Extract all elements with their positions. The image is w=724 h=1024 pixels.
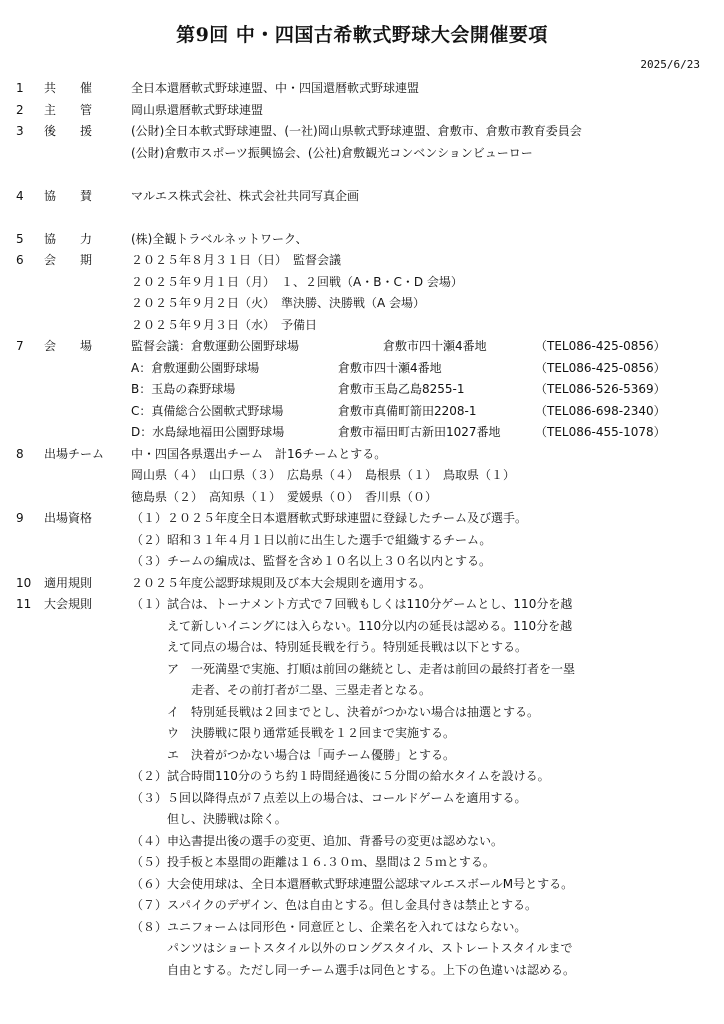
item-label: 会 期 (44, 253, 93, 267)
venue-phone: （TEL086-455-1078） (535, 425, 666, 439)
item-text-line: (公財)全日本軟式野球連盟、(一社)岡山県軟式野球連盟、倉敷市、倉敷市教育委員会 (131, 124, 582, 138)
item-label: 出場資格 (44, 511, 93, 525)
item-text-line: （８）ユニフォームは同形色・同意匠とし、企業名を入れてはならない。 (131, 919, 527, 934)
venue-phone: （TEL086-698-2340） (535, 403, 666, 418)
item-row-11 (0, 874, 724, 896)
venue-name: C：真備総合公園軟式野球場 (131, 403, 284, 418)
item-text-line: （１）２０２５年度全日本還暦軟式野球連盟に登録したチーム及び選手。 (131, 511, 528, 525)
item-text-line: えて同点の場合は、特別延長戦を行う。特別延長戦は以下とする。 (131, 640, 528, 654)
item-text-line: エ 決着がつかない場合は「両チーム優勝」とする。 (131, 747, 456, 762)
item-row-11 (0, 960, 724, 982)
item-row-11 (0, 831, 724, 853)
venue-address: 倉敷市真備町箭田2208-1 (338, 403, 477, 418)
item-text-line: パンツはショートスタイル以外のロングスタイル、ストレートスタイルまで (131, 941, 573, 955)
item-text-line: ウ 決勝戦に限り通常延長戦を１２回まで実施する。 (131, 726, 456, 740)
item-number: 5 (16, 231, 24, 246)
venue-phone: （TEL086-425-0856） (535, 360, 666, 375)
item-row-7 (0, 401, 724, 423)
item-row-11 (0, 659, 724, 681)
item-number: 8 (16, 446, 24, 461)
item-row-7 (0, 422, 724, 444)
venue-phone: （TEL086-526-5369） (535, 382, 666, 396)
item-row-11 (0, 809, 724, 831)
item-label: 後 援 (44, 124, 93, 138)
item-row-6 (0, 272, 724, 294)
item-number: 1 (16, 81, 24, 95)
item-text-line: 中・四国各県選出チーム 計16チームとする。 (131, 446, 387, 461)
item-text-line: 岡山県（４） 山口県（３） 広島県（４） 島根県（１） 鳥取県（１） (131, 468, 516, 482)
item-row-11 (0, 766, 724, 788)
item-text-line: ２０２５年９月１日（月） １、２回戦（A・B・C・D 会場） (131, 274, 463, 289)
item-text-line: イ 特別延長戦は２回までとし、決着がつかない場合は抽選とする。 (131, 704, 540, 719)
item-text-line: （２）昭和３１年４月１日以前に出生した選手で組織するチーム。 (131, 532, 492, 547)
item-text-line: 但し、決勝戦は除く。 (131, 812, 287, 826)
item-text-line: (株)全観トラベルネットワーク、 (131, 231, 308, 246)
item-label: 大会規則 (44, 597, 93, 611)
item-row-11 (0, 702, 724, 724)
item-text-line: （１）試合は、トーナメント方式で７回戦もしくは110分ゲームとし、110分を越 (131, 597, 573, 611)
item-label: 適用規則 (44, 575, 93, 590)
item-number: 6 (16, 253, 24, 267)
item-row-11 (0, 788, 724, 810)
item-label: 協 賛 (44, 188, 93, 203)
item-text-line: 徳島県（２） 高知県（１） 愛媛県（０） 香川県（０） (131, 489, 438, 504)
item-row-6 (0, 293, 724, 315)
item-text-line: （３）５回以降得点が７点差以上の場合は、コールドゲームを適用する。 (131, 790, 527, 805)
item-row-11 (0, 616, 724, 638)
venue-name: A：倉敷運動公園野球場 (131, 360, 260, 375)
item-row-5 (0, 229, 724, 251)
item-row-2 (0, 100, 724, 122)
item-text-line: ２０２５年９月２日（火） 準決勝、決勝戦（A 会場） (131, 296, 426, 310)
item-text-line: ２０２５年８月３１日（日） 監督会議 (131, 253, 342, 267)
item-row-6 (0, 315, 724, 337)
item-number: 7 (16, 339, 24, 353)
venue-address: 倉敷市四十瀬4番地 (338, 360, 442, 375)
item-row-11 (0, 680, 724, 702)
item-text-line: 岡山県還暦軟式野球連盟 (131, 102, 264, 117)
item-row-9 (0, 551, 724, 573)
item-text-line: （３）チームの編成は、監督を含め１０名以上３０名以内とする。 (131, 554, 492, 568)
item-row-9 (0, 508, 724, 530)
item-row-11 (0, 594, 724, 616)
item-text-line: （５）投手板と本塁間の距離は１６.３０ｍ、塁間は２５ｍとする。 (131, 855, 495, 869)
venue-address: 倉敷市玉島乙島8255-1 (338, 382, 465, 396)
item-text-line: （２）試合時間110分のうち約１時間経過後に５分間の給水タイムを設ける。 (131, 769, 550, 783)
venue-name: D：水島緑地福田公園野球場 (131, 425, 285, 439)
item-row-10 (0, 573, 724, 595)
venue-address: 倉敷市四十瀬4番地 (383, 339, 487, 353)
item-text-line: ア 一死満塁で実施、打順は前回の継続とし、走者は前回の最終打者を一塁 (131, 661, 576, 676)
item-text-line: (公財)倉敷市スポーツ振興協会、(公社)倉敷観光コンベンションビューロー (131, 145, 533, 160)
item-label: 共 催 (44, 81, 93, 95)
venue-name: 監督会議：倉敷運動公園野球場 (131, 339, 300, 353)
item-row-11 (0, 723, 724, 745)
item-row-11 (0, 637, 724, 659)
section-gap (0, 207, 724, 229)
item-row-8 (0, 465, 724, 487)
item-text-line: ２０２５年度公認野球規則及び本大会規則を適用する。 (131, 575, 432, 590)
item-text-line: 全日本還暦軟式野球連盟、中・四国還暦軟式野球連盟 (131, 81, 420, 95)
item-label: 主 管 (44, 102, 93, 117)
item-text-line: 自由とする。ただし同一チーム選手は同色とする。上下の色違いは認める。 (131, 962, 576, 977)
section-gap (0, 164, 724, 186)
item-text-line: （４）申込書提出後の選手の変更、追加、背番号の変更は認めない。 (131, 833, 504, 848)
item-number: 2 (16, 102, 24, 117)
item-label: 協 力 (44, 231, 93, 246)
item-text-line: （７）スパイクのデザイン、色は自由とする。但し金具付きは禁止とする。 (131, 898, 537, 912)
venue-address: 倉敷市福田町古新田1027番地 (338, 425, 501, 439)
item-text-line: えて新しいイニングには入らない。110分以内の延長は認める。110分を越 (131, 618, 573, 633)
item-number: 10 (16, 575, 32, 590)
document-title: 第9回 中・四国古希軟式野球大会開催要項 (176, 24, 548, 46)
item-row-11 (0, 852, 724, 874)
venue-name: B：玉島の森野球場 (131, 382, 236, 396)
item-text-line: マルエス株式会社、株式会社共同写真企画 (131, 188, 360, 203)
item-text-line: ２０２５年９月３日（水） 予備日 (131, 317, 318, 332)
document-date: 2025/6/23 (640, 58, 700, 71)
item-row-11 (0, 895, 724, 917)
item-row-6 (0, 250, 724, 272)
item-row-7 (0, 379, 724, 401)
item-number: 11 (16, 597, 32, 611)
item-row-7 (0, 358, 724, 380)
item-row-7 (0, 336, 724, 358)
item-row-3 (0, 143, 724, 165)
item-number: 9 (16, 511, 24, 525)
item-number: 3 (16, 124, 24, 138)
item-row-9 (0, 530, 724, 552)
item-text-line: （６）大会使用球は、全日本還暦軟式野球連盟公認球マルエスボールM号とする。 (131, 876, 574, 891)
item-row-3 (0, 121, 724, 143)
item-row-8 (0, 444, 724, 466)
venue-phone: （TEL086-425-0856） (535, 339, 666, 353)
item-row-8 (0, 487, 724, 509)
item-number: 4 (16, 188, 24, 203)
item-row-11 (0, 917, 724, 939)
item-row-1 (0, 78, 724, 100)
requirements-list (0, 78, 724, 981)
item-row-4 (0, 186, 724, 208)
item-label: 出場チーム (44, 446, 105, 461)
item-label: 会 場 (44, 339, 93, 353)
item-row-11 (0, 938, 724, 960)
item-text-line: 走者、その前打者が二塁、三塁走者となる。 (131, 683, 432, 697)
item-row-11 (0, 745, 724, 767)
